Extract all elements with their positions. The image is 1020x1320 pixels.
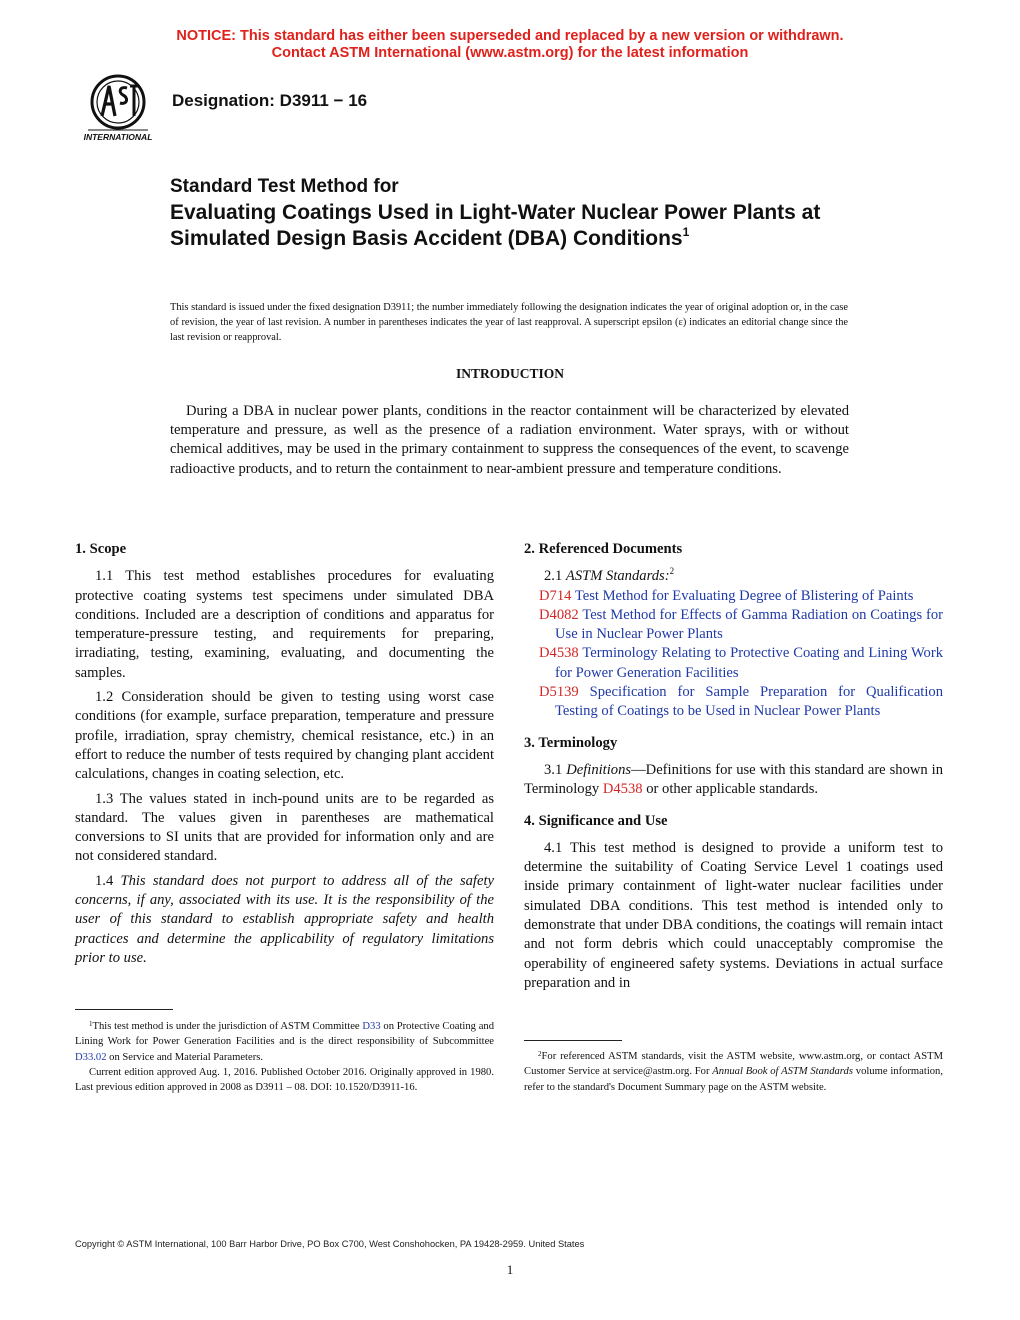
astm-standards-num: 2.1 [544, 568, 563, 585]
withdrawal-notice [0, 28, 1020, 62]
astm-logo [72, 72, 164, 144]
reference-code-link[interactable]: D5139 [539, 684, 579, 701]
title-main-text: Evaluating Coatings Used in Light-Water Nuclear Power Plants at Simulated Design Basis Accident (DBA) Conditions [170, 201, 821, 250]
footnote-divider-left [75, 1009, 173, 1010]
terminology-num: 3.1 [544, 761, 563, 778]
title-main [170, 200, 870, 252]
scope-para-1-4 [75, 872, 494, 968]
referenced-documents-heading: 2. Referenced Documents [524, 541, 683, 557]
footnote-1-mark: 1 [89, 1020, 93, 1028]
significance-heading: 4. Significance and Use [524, 812, 668, 829]
reference-code-link[interactable]: D4538 [539, 645, 579, 662]
astm-logo-icon [72, 72, 164, 144]
terminology-text-a: —Definitions for use with this standard are shown in Terminology [524, 761, 943, 798]
footnote-1-text-b: on Protective Coating and Lining Work for Power Generation Facilities and is the direct responsibility of Subcommittee [75, 1021, 494, 1048]
left-column [75, 540, 494, 973]
terminology-text-b: or other applicable standards. [646, 781, 819, 798]
reference-d4082[interactable] [524, 606, 943, 645]
introduction-heading: INTRODUCTION [455, 366, 564, 381]
footnote-2-para [524, 1049, 943, 1095]
page-number: 1 [506, 1262, 514, 1277]
designation: Designation: D3911 − 16 [172, 91, 368, 110]
footnote-1-text-a: This test method is under the jurisdiction of ASTM Committee [92, 1021, 360, 1032]
reference-title-link[interactable]: Terminology Relating to Protective Coating and Lining Work for Power Generation Facilities [555, 645, 944, 681]
footnote-1-para-2: Current edition approved Aug. 1, 2016. Published October 2016. Originally approved in 1980. Last previous edition approved in 2008 as D3911 – 08. DOI: 10.1520/D3911-16. [75, 1066, 494, 1094]
committee-d33-link[interactable]: D33 [362, 1021, 381, 1032]
introduction-text: During a DBA in nuclear power plants, conditions in the reactor containment will be characterized by elevated temperature and pressure, as well as the presence of a radiation environment. Water sprays, with or without chemical additives, may be used in the primary containment to suppress the consequences of the event, to scavenge radioactive products, and to return the containment to near-ambient pressure and temperature conditions. [170, 403, 849, 477]
scope-para-1-2: 1.2 Consideration should be given to testing using worst case conditions (for example, surface preparation, temperature and pressure profile, irradiation, spray chemistry, chemical resistance, etc.) in an effort to reduce the number of tests required by changing plant accident calculations, changes in coating selection, etc. [75, 689, 494, 783]
scope-para-1-1: 1.1 This test method establishes procedures for evaluating protective coating systems test specimens under simulated DBA conditions. Included are a description of conditions and apparatus for temperature-pressure testing, and requirements for preparing, irradiating, testing, examining, evaluating, and documenting the samples. [75, 568, 494, 681]
document-title [170, 176, 870, 252]
reference-code-link[interactable]: D4082 [539, 606, 579, 623]
footnote-1-text-c: on Service and Material Parameters. [109, 1051, 263, 1063]
reference-d5139[interactable] [524, 683, 943, 722]
scope-para-1-4-text: This standard does not purport to address all of the safety concerns, if any, associated with its use. It is the responsibility of the user of this standard to establish appropriate safety and health practices and determine the applicability of regulatory limitations prior to use. [75, 872, 494, 966]
reference-title-link[interactable]: Test Method for Effects of Gamma Radiation on Coatings for Use in Nuclear Power Plants [555, 606, 944, 643]
title-prefix: Standard Test Method for [170, 176, 399, 197]
terminology-d4538-link[interactable]: D4538 [602, 781, 643, 798]
footnote-2-italic: Annual Book of ASTM Standards [712, 1066, 853, 1078]
right-column [524, 540, 943, 998]
reference-title-link[interactable]: Specification for Sample Preparation for Qualification Testing of Coatings to be Used in Nuclear Power Plants [555, 684, 943, 720]
copyright-line: Copyright © ASTM International, 100 Barr Harbor Drive, PO Box C700, West Conshohocken, PA 19428-2959. United States [75, 1239, 585, 1249]
reference-d714[interactable] [524, 587, 943, 606]
reference-title-link[interactable]: Test Method for Evaluating Degree of Blistering of Paints [574, 587, 914, 604]
title-footnote-mark: 1 [682, 225, 690, 239]
significance-para-4-1: 4.1 This test method is designed to provide a uniform test to determine the suitability of Coating Service Level 1 coatings used inside primary containment of light-water nuclear facilities under simulated DBA conditions. This test method is intended only to demonstrate that under DBA conditions, the coatings will remain intact and not form debris which could unacceptably compromise the operability of engineered safety systems. Deviations in actual surface preparation and in [524, 839, 943, 991]
footnote-divider-right [524, 1040, 622, 1041]
footnote-2-mark: 2 [538, 1050, 542, 1058]
footnote-1 [75, 1019, 494, 1095]
terminology-heading: 3. Terminology [524, 734, 618, 751]
issuance-statement: This standard is issued under the fixed designation D3911; the number immediately following the designation indicates the year of original adoption or, in the case of revision, the year of last revision. A number in parentheses indicates the year of last reapproval. A superscript epsilon (ε) indicates an editorial change since the last revision or reapproval. [170, 302, 848, 343]
footnote-2-text-a: For referenced ASTM standards, visit the ASTM website, www.astm.org, or contact ASTM Customer Service at service@astm.org. For [524, 1051, 943, 1078]
subcommittee-d33-02-link[interactable]: D33.02 [75, 1051, 107, 1063]
terminology-label: Definitions [566, 761, 632, 778]
scope-para-1-3: 1.3 The values stated in inch-pound units are to be regarded as standard. The values given in parentheses are mathematical conversions to SI units that are provided for information only and are not considered standard. [75, 790, 494, 865]
notice-line-1: NOTICE: This standard has either been superseded and replaced by a new version or withdrawn. [176, 28, 844, 44]
scope-para-1-4-num: 1.4 [95, 872, 114, 889]
footnote-2 [524, 1049, 943, 1095]
logo-subtext: INTERNATIONAL [83, 132, 153, 142]
reference-code-link[interactable]: D714 [539, 587, 572, 604]
astm-standards-label: ASTM Standards: [565, 568, 670, 585]
scope-heading: 1. Scope [75, 541, 127, 557]
astm-standards-footnote-mark: 2 [669, 566, 675, 577]
astm-standards-subheading [524, 567, 943, 586]
reference-d4538[interactable] [524, 644, 943, 683]
terminology-para-3-1 [524, 761, 943, 800]
footnote-1-para-1 [75, 1019, 494, 1065]
notice-line-2: Contact ASTM International (www.astm.org) for the latest information [271, 45, 749, 61]
footnote-2-text-b: volume information, refer to the standard's Document Summary page on the ASTM website. [524, 1066, 944, 1093]
